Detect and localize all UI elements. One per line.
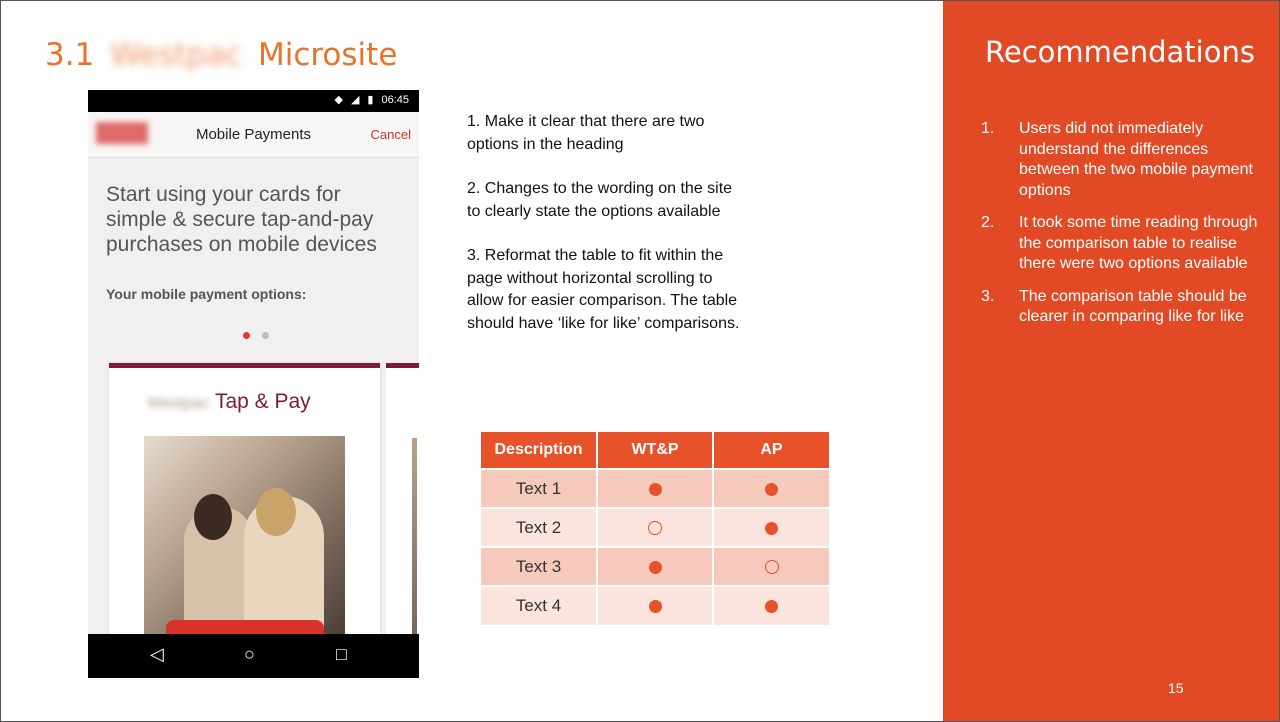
app-header bbox=[88, 112, 419, 158]
list-item: 3. The comparison table should be clearer in comparing like for like bbox=[981, 287, 1247, 325]
row-label: Text 1 bbox=[481, 469, 597, 508]
title-blurred-brand: Westpac bbox=[110, 37, 243, 73]
table-row bbox=[481, 586, 829, 625]
table-header-row bbox=[481, 432, 829, 469]
list-item: 2. It took some time reading through the comparison table to realise there were two options available bbox=[981, 214, 1258, 272]
status-time: 06:45 bbox=[381, 93, 409, 106]
filled-circle-icon bbox=[649, 561, 662, 574]
cell-wtp bbox=[597, 469, 713, 508]
recommendations-panel bbox=[943, 1, 1280, 722]
empty-circle-icon bbox=[648, 521, 662, 535]
note-1: 1. Make it clear that there are two options in the heading bbox=[467, 113, 705, 153]
cell-wtp bbox=[597, 508, 713, 547]
cell-ap bbox=[713, 508, 829, 547]
carousel-dot[interactable] bbox=[262, 332, 269, 339]
header-description: Description bbox=[481, 432, 597, 469]
recommendations-list bbox=[981, 119, 1266, 340]
battery-icon: ▮ bbox=[367, 94, 374, 106]
card-title-text: Tap & Pay bbox=[214, 390, 311, 413]
table-row bbox=[481, 508, 829, 547]
cell-wtp bbox=[597, 586, 713, 625]
page-number: 15 bbox=[1168, 680, 1184, 696]
filled-circle-icon bbox=[649, 600, 662, 613]
header-ap: AP bbox=[713, 432, 829, 469]
filled-circle-icon bbox=[765, 483, 778, 496]
comparison-table bbox=[481, 432, 829, 625]
next-card-peek[interactable] bbox=[386, 363, 419, 663]
cancel-button[interactable]: Cancel bbox=[370, 127, 411, 142]
hero-text: Start using your cards for simple & secure tap-and-pay purchases on mobile devices bbox=[106, 183, 377, 256]
signal-icon: ◢ bbox=[350, 94, 360, 106]
note-2: 2. Changes to the wording on the site to clearly state the options available bbox=[467, 180, 733, 220]
phone-screenshot bbox=[88, 90, 419, 678]
home-icon[interactable]: ○ bbox=[244, 644, 255, 664]
wifi-icon: ◆ bbox=[334, 94, 343, 106]
row-label: Text 4 bbox=[481, 586, 597, 625]
header-wtp: WT&P bbox=[597, 432, 713, 469]
row-label: Text 2 bbox=[481, 508, 597, 547]
android-nav-bar bbox=[88, 634, 419, 678]
empty-circle-icon bbox=[765, 560, 779, 574]
filled-circle-icon bbox=[765, 600, 778, 613]
title-suffix: Microsite bbox=[257, 37, 398, 73]
filled-circle-icon bbox=[649, 483, 662, 496]
card-photo bbox=[144, 436, 345, 636]
recents-icon[interactable]: □ bbox=[336, 644, 347, 664]
note-3: 3. Reformat the table to fit within the page without horizontal scrolling to allow for easier comparison. The table should have ‘like for like’ comparisons. bbox=[467, 247, 740, 332]
list-item: 1. Users did not immediately understand the differences between the two mobile payment options bbox=[981, 120, 1253, 199]
card-title bbox=[147, 390, 311, 414]
carousel-dots[interactable] bbox=[243, 332, 269, 339]
row-label: Text 3 bbox=[481, 547, 597, 586]
page-title bbox=[45, 37, 397, 73]
table-row bbox=[481, 547, 829, 586]
payment-options-heading: Your mobile payment options: bbox=[106, 286, 307, 302]
title-prefix: 3.1 bbox=[45, 37, 95, 73]
recommendation-notes bbox=[467, 111, 742, 357]
status-bar bbox=[88, 90, 419, 112]
back-icon[interactable]: ◁ bbox=[150, 644, 164, 664]
carousel-dot-active[interactable] bbox=[243, 332, 250, 339]
filled-circle-icon bbox=[765, 522, 778, 535]
app-title: Mobile Payments bbox=[195, 126, 312, 143]
cell-ap bbox=[713, 469, 829, 508]
table-row bbox=[481, 469, 829, 508]
recommendations-heading: Recommendations bbox=[985, 35, 1255, 69]
cell-ap bbox=[713, 547, 829, 586]
cell-wtp bbox=[597, 547, 713, 586]
cell-ap bbox=[713, 586, 829, 625]
tap-and-pay-card[interactable] bbox=[109, 363, 380, 663]
card-brand-blurred: Westpac bbox=[147, 395, 209, 412]
